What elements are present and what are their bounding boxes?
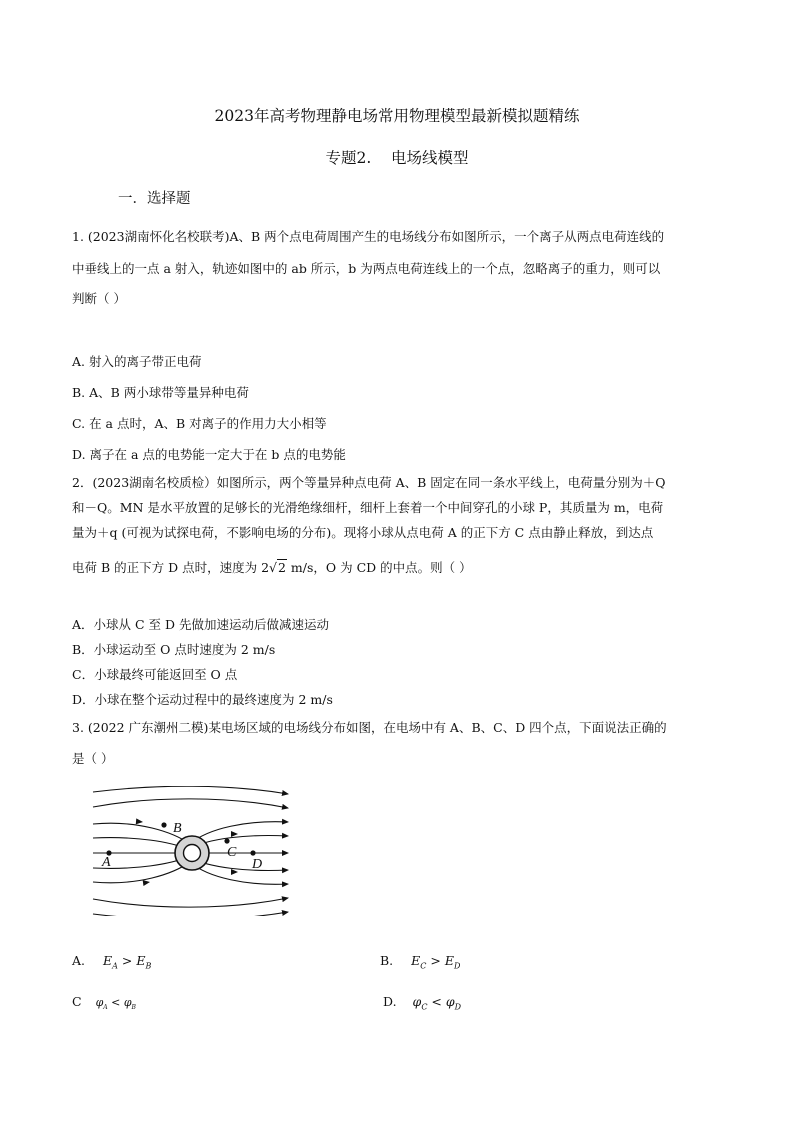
question-3-option-a xyxy=(72,953,151,971)
question-2-option-a: A．小球从 C 至 D 先做加速运动后做减速运动 xyxy=(72,617,330,632)
option-formula: $E_A > E_B$ xyxy=(103,953,152,971)
question-2-line xyxy=(72,553,472,582)
ring-inner xyxy=(184,845,201,862)
question-3-option-b xyxy=(380,953,460,971)
point-b xyxy=(161,822,166,827)
sqrt-symbol: √ xyxy=(269,560,277,575)
question-1-option-d: D. 离子在 a 点的电势能一定大于在 b 点的电势能 xyxy=(72,447,346,462)
field-arrow xyxy=(231,831,238,837)
option-label: C xyxy=(72,994,82,1009)
question-2-option-d: D．小球在整个运动过程中的最终速度为 2 m/s xyxy=(72,692,333,707)
question-3-line: 3. (2022 广东潮州二模)某电场区域的电场线分布如图，在电场中有 A、B、C、D 四个点，下面说法正确的 xyxy=(72,720,667,735)
field-line xyxy=(93,912,288,916)
question-3-option-d xyxy=(383,994,461,1012)
question-2-line-text: 电荷 B 的正下方 D 点时，速度为 2 xyxy=(72,560,270,575)
question-1-option-a: A. 射入的离子带正电荷 xyxy=(72,354,202,369)
question-2-option-b: B．小球运动至 O 点时速度为 2 m/s xyxy=(72,642,276,657)
field-line xyxy=(93,786,288,794)
option-label: A. xyxy=(72,953,86,968)
question-2-line-text: m/s，O 为 CD 的中点。则（ ） xyxy=(286,560,472,575)
question-2-option-c: C．小球最终可能返回至 O 点 xyxy=(72,667,238,682)
question-1-line: 判断（ ） xyxy=(72,291,126,306)
option-label: D. xyxy=(383,994,397,1009)
question-2-line: 量为＋q (可视为试探电荷，不影响电场的分布)。现将小球从点电荷 A 的正下方 C 点由静止释放，到达点 xyxy=(72,525,654,540)
page-title: 2023年高考物理静电场常用物理模型最新模拟题精练 xyxy=(214,107,580,125)
field-arrow xyxy=(231,869,238,875)
question-2-line: 和－Q。MN 是水平放置的足够长的光滑绝缘细杆，细杆上套着一个中间穿孔的小球 P，其质量为 m，电荷 xyxy=(72,500,664,515)
label-a: A xyxy=(102,855,111,870)
topic-subtitle: 专题2. 电场线模型 xyxy=(325,149,469,167)
question-3-line: 是（ ） xyxy=(72,751,114,766)
option-formula: $\varphi_C < \varphi_D$ xyxy=(412,994,462,1012)
question-1-option-b: B. A、B 两小球带等量异种电荷 xyxy=(72,385,249,400)
field-line xyxy=(93,799,288,808)
option-formula: $E_C > E_D$ xyxy=(411,953,461,971)
question-2-line: 2．(2023湖南名校质检）如图所示，两个等量异种点电荷 A、B 固定在同一条水平线上，电荷量分别为＋Q xyxy=(72,475,666,490)
point-d xyxy=(250,850,255,855)
question-1-option-c: C. 在 a 点时，A、B 对离子的作用力大小相等 xyxy=(72,416,327,431)
option-formula: $\varphi_A < \varphi_B$ xyxy=(95,996,136,1012)
point-c xyxy=(224,838,229,843)
question-1-line: 中垂线上的一点 a 射入，轨迹如图中的 ab 所示，b 为两点电荷连线上的一个点，忽略离子的重力，则可以 xyxy=(72,261,661,276)
question-1-line: 1. (2023湖南怀化名校联考)A、B 两个点电荷周围产生的电场线分布如图所示，一个离子从两点电荷连线的 xyxy=(72,229,665,244)
field-arrow xyxy=(136,818,143,825)
sqrt-radicand: 2 xyxy=(278,560,286,575)
electric-field-diagram xyxy=(88,786,298,916)
label-d: D xyxy=(252,857,263,872)
field-line xyxy=(93,898,288,907)
label-b: B xyxy=(173,821,182,836)
section-heading: 一．选择题 xyxy=(118,191,191,207)
label-c: C xyxy=(227,845,237,860)
question-3-option-c xyxy=(72,994,136,1011)
option-label: B. xyxy=(380,953,394,968)
